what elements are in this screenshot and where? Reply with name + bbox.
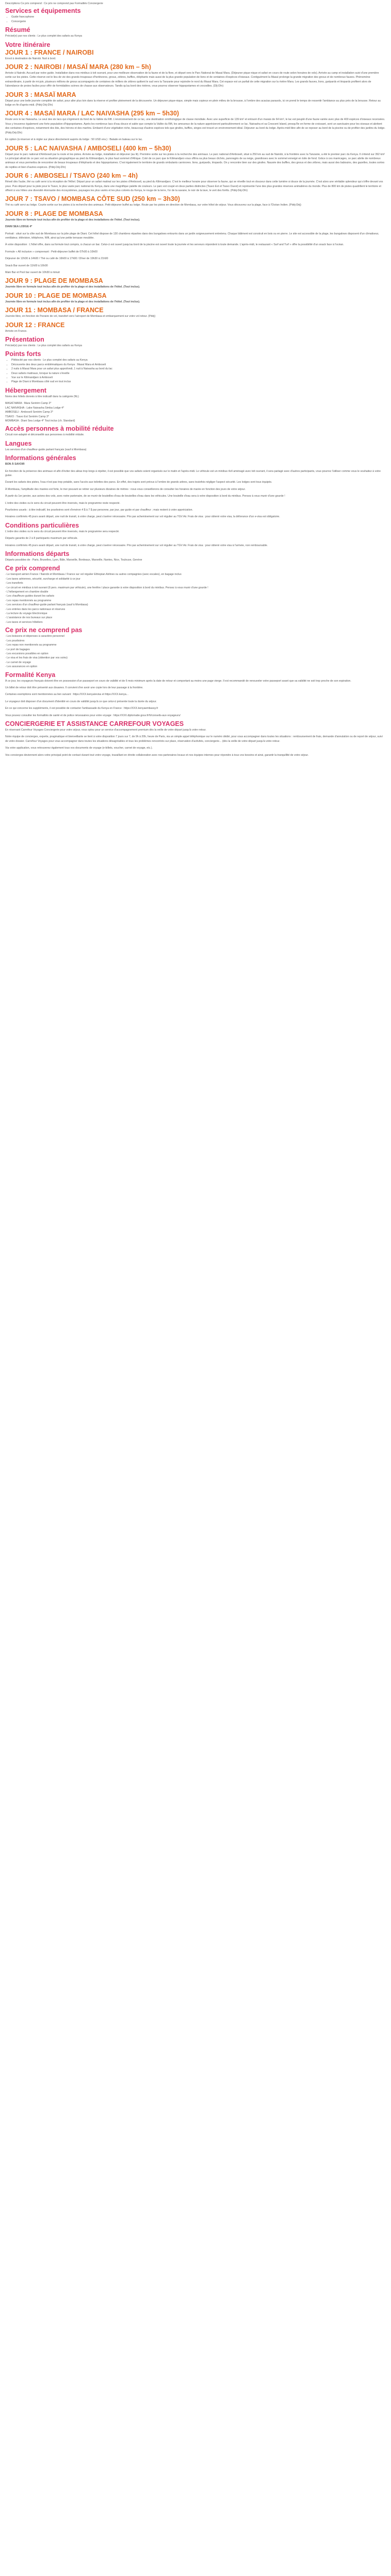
- day-block: [5, 63, 386, 89]
- formalites-title: Formalité Kenya: [5, 671, 56, 679]
- formalites-paragraph: Certaines exemptions sont mentionnées au lien suivant : https://XXX.kenya/evisa et https://XXX.kenya...: [5, 693, 129, 697]
- services-item: • Concergerie: [11, 20, 386, 24]
- comprend-item: - Les entrées dans les parcs nationaux et réserves: [5, 607, 66, 611]
- comprend-item: - L'hébergement en chambre double: [5, 590, 48, 594]
- conciergerie-paragraph: Via votre application, vous retrouverez également tous vos documents de voyage (e-billets, voucher, carnet de voyage, etc.).: [5, 747, 153, 750]
- hebergement-item: LAC NAIVASHA : Lake Naivasha Simba Lodge 4*: [5, 406, 64, 410]
- infos-paragraph: En fonction de la présence des animaux et afin d'éviter des aléas trop longs à répéter, il est possible que vos safaris soient organisés sur le matin et l'après-midi. Le véhicule est un minibus 4x4 aménagé avec toit ouvrant, il sera partagé avec d'autres participants, vous pourrez l'utiliser comme vous le souhaitez à votre guise.: [5, 469, 381, 477]
- services-item: • Guide francophone: [11, 15, 386, 19]
- services-list: [5, 15, 386, 24]
- hotel-bar: Main Bar et Pool bar ouvert de 10h30 à minuit: [5, 271, 60, 274]
- comprend-title: Ce prix comprend: [5, 565, 60, 572]
- formalites-paragraph: Un billet de retour doit être présenté aux douanes. Il convient d'en avoir une copie lors de leur passage à la frontière.: [5, 686, 143, 689]
- accessibility-title: Accès personnes à mobilité réduite: [5, 425, 114, 433]
- day-text: Journée libre, en fonction de l'horaire de vol, transfert vers l'aéroport de Mombasa et embarquement sur votre vol retour. (Pdéj): [5, 315, 156, 318]
- day-option: En option (à réserver et à régler sur place directement auprès du lodge : 50 USD env.) : Balade en bateau sur le lac.: [5, 138, 143, 142]
- hebergement-item: TSAVO : Tsavo Est Sentrim Camp 3*: [5, 415, 49, 418]
- description-line: Descriptions Ce prix comprend : Ce prix ne comprend pas Formalités Conciergerie: [5, 2, 103, 5]
- comprend-item: - Les chauffeurs-guides durant les safaris: [5, 595, 55, 598]
- hebergement-text: Noms des hôtels donnés à titre indicatif dans la catégorie (NL): [5, 395, 79, 398]
- points-item: • 2 nuits à Masaï Mara pour un safari plus approfondi, 1 nuit à Naivasha au bord du lac: [11, 367, 386, 371]
- day-text: Arrivée à Nairobi. Accueil par notre guide. Installation dans nos minibus à toit ouvrant, pour une meilleure observation de la faune et de la flore, et départ vers le Parc National de Masaï Mara. (Déjeuner pique-nique et safari en cours de route selon horaires de vols). Arrivée au camp et installation suivi d'une première sortie sur les pistes. Cette réserve est le lieu de vie des grands troupeaux d'herbivores, gnous, zèbres, buffles, éléphants mais aussi de la plus grande population de lions et de centaines d'espèces d'oiseaux. Contiguëment la Masaï prolonge la grande migration des gnous et de nombreux fauves. Phénomène extraordinaire, à partir de mi-juin, plusieurs millions de gnous accompagnés de centaines de milliers de zèbres quittent le sud vers la Tanzanie pour rejoindre le nord du Masaï Mara. Cet espace est un parfait de cette migration sur la rivière Mara. Les grands fauves, lions, guépards et léopards profitent alors de l'abondance de proies faciles pour offrir de formidables scènes de chasse aux observateurs. Tandis qu'au bord des rivières, vous pourrez observer hippopotames et crocodiles. (Dîj-Dîn): [5, 72, 379, 88]
- resume-title: Résumé: [5, 26, 30, 34]
- conciergerie-paragraph: Notre équipe de concierges, experte, pragmatique et bienveillante se tient à votre disposition 7 jours sur 7, de 9h à 20h, heure de Paris, via un simple appel téléphonique sur le numéro dédié, pour vous accompagner dans toutes les situations : remboursement de frais, demande d'annulation ou de report de séjour, suivi de votre dossier. Carrefour Voyages pour vous accompagner dans toutes les situations désagréables et tous les problèmes rencontrés sur place, réservation d'activités, conciergerie... (dès la veille de votre départ jusqu'à votre retour.: [5, 735, 383, 743]
- hebergement-item: MASAÏ MARA : Mara Sentrim Camp 3*: [5, 402, 52, 405]
- accessibility-text: Circuit non-adapté et déconseillé aux personnes à mobilité réduite.: [5, 433, 85, 437]
- hebergement-item: MOMBASA : Diani Sea Lodge 4* Tout inclus (ch. Standard): [5, 419, 75, 422]
- nonprend-list: [5, 634, 386, 669]
- points-title: Points forts: [5, 350, 41, 358]
- hebergement-list: [5, 401, 386, 423]
- infos-title: Informations générales: [5, 454, 76, 462]
- infos-subtitle: BON À SAVOIR: [5, 463, 25, 466]
- nonprend-item: - Les excursions possibles en option: [5, 652, 48, 655]
- day-block: [5, 277, 386, 289]
- hotel-portrait: Portrait : situé sur la côte sud de Mombasa sur la jolie plage de Diani. Cet hôtel dispose de 130 chambres réparties dans des bungalows entourés dans un jardin soigneusement entretenu. Chaque bâtiment est construit en bois ou en pierre. Le site est accessible de la plage, les bungalows disposent d'un climatiseur, ventilateur, télévision, téléphone, Wifi, ainsi qu'une petite terrasse meublée.: [5, 232, 379, 240]
- comprend-item: - Les transferts: [5, 582, 23, 585]
- conditions-paragraph: Départs garantis de 2 à 8 participants maximum par véhicule.: [5, 537, 78, 540]
- day-block: [5, 307, 386, 318]
- nonprend-item: - Les boissons et dépenses à caractère personnel: [5, 635, 64, 638]
- comprend-item: - Les taxes et services hôteliers: [5, 620, 43, 624]
- formalites-paragraph: En ce qui concerne les suppléments, il est possible de contacter l'ambassade du Kenya en France : https://XXX.kenyaembassy.fr: [5, 707, 158, 710]
- itinerary-title: Votre itinéraire: [5, 41, 51, 48]
- infos-paragraph: Durant les safaris des pistes, l'eau n'est pas trop potable, sans l'accès aux toilettes des parcs. En effet, des trajets sont prévus à l'ombre de grands arbres, sans toutefois négliger l'aspect sécurité. Les lodges sont tous équipés.: [5, 481, 272, 484]
- conciergerie-paragraph: Vos concierges deviennent alors votre principal point de contact durant tout votre voyage, travaillant en étroite collaboration avec nos partenaires locaux et nos équipes internes pour répondre à tous vos besoins et ainsi, garantir la tranquillité de votre séjour.: [5, 753, 309, 757]
- comprend-item: - Le transport aérien France / Nairobi et Mombasa / France sur vol régulier Ethiopian Airlines ou autres compagnies (avec escales), en bagage inclus: [5, 573, 182, 577]
- day-text: Départ pour le parc national d'Amboseli par la route et les pistes. Arrivée au lodge, installation et déjeuner (au lit). Première sortie sur les pistes à la recherche des animaux. Le parc national d'Amboseli, situé à 250 km au sud de Nairobi, à la frontière avec la Tanzanie, a été le premier parc du Kenya. Il s'étend sur 392 km² Le principal attrait de ce parc est sa situation géographique au pied du Kilimandjaro, le plus haut sommet d'Afrique. Coté de ce parc que le Kilimandjaro vous offrira sa plus beaux clichés, panoragés de sa neige, grandioses avec le sommet enneigé en toile de fond. Grâce à ces marécages, ce parc abrite de nombreux animaux et vous permettra de rencontrer de beaux troupeaux d'éléphants et des hippopotames. C'est également le territoire de grands ombulants carnivores. lions, guépards, léopards. On y rencontre bien sur des girafes. Nausée des buffles, des gnous et des zèbres, mais aussi des babouins, des gazelles, toutes sortes de reptiles et bien d'autres espèces. (Pdéj-Déj-Dîn): [5, 152, 385, 169]
- resume-text: Précisé(e) par nos clients : Le plus complet des safaris au Kenya: [5, 35, 83, 38]
- nonprend-item: - Les pourboires: [5, 639, 25, 642]
- day-title: JOUR 1 : FRANCE / NAIROBI: [5, 48, 94, 56]
- comprend-item: - Le circuit en minibus à toit ouvrant (6 pers. maximum par véhicule), une fenêtre / place garantie à votre disposition à bord du minibus. Pensez à vous munir d'une gourde !: [5, 586, 208, 589]
- conditions-paragraph: L'ordre des visites ou le sens du circuit peuvent être inversés, mais le programme sera respecté.: [5, 530, 120, 533]
- comprend-item: - L'assistance de nos bureaux sur place: [5, 616, 53, 620]
- day-text: Journée libre en formule tout inclus afin de profiter de la plage et des installations de l'hôtel. (Tout inclus).: [5, 300, 140, 303]
- comprend-item: - Les repas mentionnés au programme: [5, 599, 52, 602]
- day-text: Journée libre en formule tout inclus afin de profiter de la plage et des installations de l'hôtel. (Tout inclus).: [5, 218, 140, 222]
- points-item: • Plébiscité par nos clients : Le plus complet des safaris au Kenya: [11, 358, 386, 362]
- day-block: [5, 321, 386, 333]
- points-item: • Découverte des deux parcs emblématiques du Kenya : Masaï Mara et Amboseli: [11, 363, 386, 367]
- day-block: [5, 145, 386, 170]
- page: [0, 0, 391, 757]
- day-title: JOUR 3 : MASAÏ MARA: [5, 91, 76, 98]
- conciergerie-title: CONCIERGERIE ET ASSISTANCE CARREFOUR VOYAGES: [5, 720, 184, 727]
- points-list: [5, 358, 386, 384]
- comprend-item: - La lecture du voyage Electronique: [5, 612, 47, 616]
- day-title: JOUR 8 : PLAGE DE MOMBASA: [5, 210, 103, 217]
- conditions-paragraph: Horaires confirmés 45 jours avant départ, une nuit de transit, à votre charge, peut s'avérer nécessaire. Prix par acheminement sur vol régulier au TGV Air. Frais de visa : pour obtenir votre visa à l'arrivée, non remboursable.: [5, 544, 268, 547]
- hotel-formula: Formule « All inclusive » comprenant : Petit-déjeuner buffet de 07h00 à 10h00: [5, 250, 97, 253]
- nonprend-item: - Les repas non mentionnés au programme: [5, 643, 57, 647]
- day-text: Départ pour une belle journée complète de safari, pour aller plus loin dans la réserve et profiter pleinement de la découverte. Un déjeuner pique-nique, simple mais copieux en plein milieu de la brousse, à l'ombre des acacias parasols, ici on prend le temps de ressentir l'ambiance au plus près de la brousse. Retour au lodge en fin d'après-midi. (Pdéj-Déj-Dîn): [5, 99, 381, 107]
- points-item: • Plage de Diani à Mombasa côté sud en tout inclus: [11, 380, 386, 384]
- hotel-name: DIANI SEA LODGE 4*: [5, 225, 32, 229]
- nonprend-item: - Le carnet de voyage: [5, 660, 31, 664]
- nonprend-title: Ce prix ne comprend pas: [5, 626, 83, 634]
- formalites-paragraph: Vous pouvez consulter les formalités de santé et de police nécessaires pour votre voyage : https://XXX.diplomatie.gouv.fr/fr/conseils-aux-voyageurs/: [5, 714, 181, 717]
- points-item: • Vue sur le Kilimandjaro à Amboseli: [11, 376, 386, 380]
- day-block: [5, 172, 386, 193]
- langues-text: Les services d'un chauffeur-guide parlant français (sauf à Mombasa): [5, 448, 87, 451]
- infos-paragraph: Pourboires usuels : à titre indicatif, les pourboires sont d'environ 4 $ à 7 $ par personne, par jour, par guide et par chauffeur ; mais restent à votre appréciation.: [5, 508, 193, 512]
- comprend-item: - Les taxes aériennes, sécurité, surcharge et solidarité à ce jour: [5, 577, 80, 581]
- day-block: [5, 210, 386, 275]
- points-item: • Deux safaris matinaux, lorsque la nature s'éveille: [11, 371, 386, 376]
- day-block: [5, 49, 386, 61]
- nonprend-item: - Les assurances en option: [5, 665, 38, 669]
- presentation-title: Présentation: [5, 336, 44, 344]
- infos-paragraph: L'ordre des visites ou le sens du circuit peuvent être inversés, mais le programme reste respecté.: [5, 501, 121, 505]
- day-block: [5, 91, 386, 108]
- hotel-meals: Déjeuner de 12h30 à 14h00 / Thé ou café de 16h00 à 17h00 / Dîner de 19h30 à 21h00: [5, 257, 108, 261]
- hebergement-title: Hébergement: [5, 386, 46, 394]
- departs-title: Informations départs: [5, 550, 70, 557]
- day-title: JOUR 10 : PLAGE DE MOMBASA: [5, 292, 107, 299]
- day-block: [5, 110, 386, 142]
- day-title: JOUR 5 : LAC NAIVASHA / AMBOSELI (400 km – 5h30): [5, 144, 171, 152]
- nonprend-item: - Le port de bagages: [5, 648, 30, 651]
- day-title: JOUR 4 : MASAÏ MARA / LAC NAIVASHA (295 km – 5h30): [5, 110, 180, 117]
- day-block: [5, 292, 386, 304]
- day-title: JOUR 9 : PLAGE DE MOMBASA: [5, 277, 103, 285]
- day-text: Journée libre en formule tout inclus afin de profiter de la plage et des installations de l'hôtel. (Tout inclus).: [5, 285, 140, 289]
- day-title: JOUR 2 : NAIROBI / MASAÏ MARA (280 km – 5h): [5, 63, 151, 71]
- services-title: Services et équipements: [5, 7, 81, 15]
- comprend-list: [5, 572, 386, 624]
- infos-paragraph: À partir du 1er janvier, aux avions des vols, avec notre partenaire, de se munir de bouteilles d'eau de bouteilles d'eau dans les véhicules. Une bouteille d'eau sera à votre disposition à bord du minibus. Pensez à vous munir d'une gourde !: [5, 495, 285, 498]
- day-text: Arrivée en France.: [5, 329, 27, 333]
- nonprend-item: - Le visa et les frais de visa (obtention par vos soins): [5, 656, 68, 660]
- day-title: JOUR 12 : FRANCE: [5, 321, 65, 329]
- infos-paragraph: Horaires confirmés 45 jours avant départ, une nuit de transit, à votre charge, peut s'avérer nécessaire. Prix par acheminement sur vol régulier au TGV Air. Frais de visa : pour obtenir votre visa, la délivrance d'un e-visa est obligatoire.: [5, 515, 280, 519]
- day-text: Réveil dès l'aube, thé ou café servi à la réception de l'Hôtel. Départ pour un safari matinal sur les pistes d'Amboseli, au pied du Kilimandjaro. C'est le meilleur horaire pour observer la faune, qui se réveille tout en douceur dans cette lumière si douce de la journée. C'est alors une véritable splendeur qui s'offre devant vos yeux. Puis départ pour la piste pour le Tsavo, le plus vaste parc national du Kenya, dans une magnifique palette de couleurs. Le parc est coupé en deux parties distinctes (Tsavo Est et Tsavo Ouest) et représente l'une des plus grandes réserves animalières du monde. Plus de 800 km de pistes quadrillent le territoire et offrent à vos hôtes une diversité étonnante des écosystèmes, paysages les plus variés et les plus colorés du Kenya, le rouge de la terre, l'or de la savane, le noir de la lave, le vert des forêts. (Pdéj-Déj-Dîn): [5, 180, 383, 192]
- day-text: Thé ou café servi au lodge. Courte sortie sur les pistes à la recherche des animaux. Petit-déjeuner buffet au lodge. Route par les pistes en direction de Mombasa, sur votre hôtel de séjour. Vous découvrez sur la plage, face à l'Océan Indien. (Pdéj-Déj): [5, 204, 301, 207]
- hotel-disposition: À votre disposition : L'hôtel offre, dans sa formule tout compris, à chacun un bar. Celui-ci est ouvert jusqu'au bord de la piscine est ouvert toute la journée et les serveurs répondent à toute demande. L'après-midi, le restaurant « Surf and Turf » offre la possibilité d'un snack face à l'océan.: [5, 243, 344, 247]
- day-text: Route vers le lac Naivasha. Le seul des six lacs qui s'égrènent du fond de la Vallée du Rift. L'environnement de ce lac, une destination ornithologique de classe mondiale. Avec une superficie de 139 km² et entouré d'un marais de 64 km², le lac est peuplé d'une faune variée avec plus de 400 espèces d'oiseaux recensées. Vous y trouverez également une forte population d'hippopotames. Après les nombreux lacs d'eau douce et salée que compte la Vallée du Rift, les amoureux de la nature apprécieront particulièrement ce lac. Naivasha et sa Crescent Island, presqu'île en forme de croissant, sont un sanctuaire pour les oiseaux et abritent des centaines d'espèces, notamment des ibis, des hérons et des martins. Embarré d'une végétation riche, beaucoup d'autres espèces tels que girafes, buffles, singes est trouvé un environnement idéal. Déjeuner au bord du lodge. Après-midi libre afin de se reposer au bord de la piscine ou de profiter des jardins du lodge. (Pdéj-Déj-Dîn): [5, 118, 385, 134]
- day-block: [5, 195, 386, 207]
- presentation-text: Précisé(e) par nos clients : Le plus complet des safaris au Kenya: [5, 344, 83, 348]
- comprend-item: - Les services d'un chauffeur-guide parlant français (sauf à Mombasa): [5, 603, 88, 607]
- day-text: Envol à destination de Nairobi. Nuit à bord.: [5, 57, 56, 60]
- langues-title: Langues: [5, 439, 32, 447]
- hotel-snack: Snack Bar ouvert de 11h00 à 16h00: [5, 264, 48, 267]
- departs-text: Départs possibles de : Paris, Bruxelles, Lyon, Bâle, Marseille, Bordeaux, Marseille, Nantes, Nice, Toulouse, Genève: [5, 558, 142, 562]
- hebergement-item: AMBOSELI : Amboseli Sentrim Camp 3*: [5, 411, 53, 414]
- formalites-paragraph: Le voyageur doit disposer d'un document d'identité en cours de validité jusqu'à ce que celui-ci présente toute la durée du séjour.: [5, 700, 157, 703]
- formalites-paragraph: À ce jour, les voyageurs français doivent être en possession d'un passeport en cours de validité et de 6 mois minimum après la date de retour et comportant au moins une page vierge. Il est recommandé de renouveler votre passeport avant que sa validité ne soit trop proche de son expiration.: [5, 679, 351, 683]
- day-title: JOUR 11 : MOMBASA / FRANCE: [5, 307, 104, 314]
- day-title: JOUR 6 : AMBOSELI / TSAVO (240 km – 4h): [5, 172, 138, 180]
- infos-paragraph: À Mombasa, l'amplitude des marées est forte, le mer pouvant se retirer sur plusieurs dizaines de mètres : nous vous conseillerons de consulter les horaires de marée en fonction des jours de votre séjour.: [5, 487, 246, 491]
- day-title: JOUR 7 : TSAVO / MOMBASA CÔTE SUD (250 km – 3h30): [5, 195, 180, 203]
- conditions-title: Conditions particulières: [5, 521, 79, 529]
- conciergerie-paragraph: En réservant Carrefour Voyages Conciergerie pour votre séjour, vous optez pour un service d'accompagnement premium dès la veille de votre départ jusqu'à votre retour.: [5, 728, 206, 732]
